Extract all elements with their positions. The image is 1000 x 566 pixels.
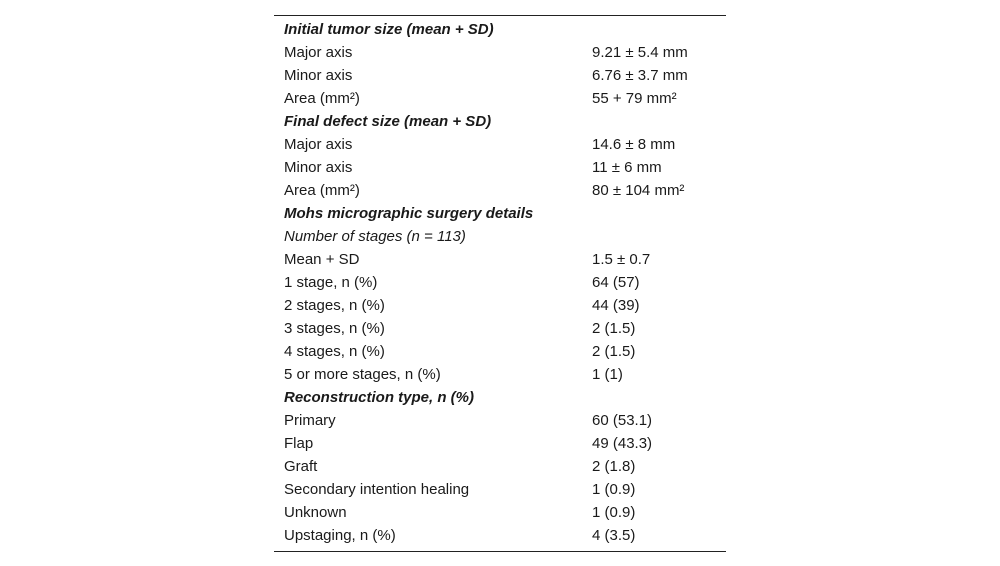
table-row	[274, 248, 726, 271]
row-value: 9.21 ± 5.4 mm	[592, 44, 688, 61]
row-value	[592, 386, 726, 409]
row-value: 80 ± 104 mm²	[592, 182, 685, 199]
row-label: Major axis	[284, 136, 353, 153]
table-body	[274, 18, 726, 547]
row-value: 1 (1)	[592, 366, 623, 383]
table-row	[274, 432, 726, 455]
row-label: 5 or more stages, n (%)	[284, 366, 441, 383]
row-value: 4 (3.5)	[592, 527, 636, 544]
table-row	[274, 179, 726, 202]
data-table	[274, 15, 726, 552]
table-row	[274, 294, 726, 317]
stats-table	[274, 18, 726, 547]
row-value: 1.5 ± 0.7	[592, 251, 651, 268]
row-label: Reconstruction type, n (%)	[284, 389, 475, 406]
table-row	[274, 455, 726, 478]
row-label: Area (mm²)	[284, 182, 360, 199]
row-value	[592, 225, 726, 248]
row-value	[592, 202, 726, 225]
table-row	[274, 64, 726, 87]
row-value: 6.76 ± 3.7 mm	[592, 67, 688, 84]
row-label: Area (mm²)	[284, 90, 360, 107]
row-label: Upstaging, n (%)	[284, 527, 396, 544]
row-value: 60 (53.1)	[592, 412, 653, 429]
row-value: 55 + 79 mm²	[592, 90, 677, 107]
row-value: 49 (43.3)	[592, 435, 653, 452]
section-header-row	[274, 202, 726, 225]
row-label: 4 stages, n (%)	[284, 343, 385, 360]
row-label: 2 stages, n (%)	[284, 297, 385, 314]
row-label: Secondary intention healing	[284, 481, 470, 498]
row-value: 44 (39)	[592, 297, 640, 314]
row-label: 3 stages, n (%)	[284, 320, 385, 337]
row-label: Number of stages (n = 113)	[284, 228, 466, 245]
row-label: Minor axis	[284, 67, 353, 84]
row-value	[592, 110, 726, 133]
row-label: Mean + SD	[284, 251, 360, 268]
row-label: 1 stage, n (%)	[284, 274, 378, 291]
table-row	[274, 409, 726, 432]
row-label: Final defect size (mean + SD)	[284, 113, 492, 130]
row-value: 2 (1.5)	[592, 343, 636, 360]
section-header-row	[274, 386, 726, 409]
row-value: 2 (1.8)	[592, 458, 636, 475]
row-value: 1 (0.9)	[592, 504, 636, 521]
section-header-row	[274, 18, 726, 41]
row-value	[592, 18, 726, 41]
row-label: Flap	[284, 435, 314, 452]
row-value: 11 ± 6 mm	[592, 159, 662, 176]
table-row	[274, 478, 726, 501]
table-row	[274, 340, 726, 363]
table-row	[274, 87, 726, 110]
row-label: Primary	[284, 412, 336, 429]
row-value: 2 (1.5)	[592, 320, 636, 337]
row-label: Graft	[284, 458, 318, 475]
table-row	[274, 133, 726, 156]
table-row	[274, 363, 726, 386]
table-row	[274, 501, 726, 524]
row-label: Unknown	[284, 504, 347, 521]
row-value: 64 (57)	[592, 274, 640, 291]
row-label: Initial tumor size (mean + SD)	[284, 21, 494, 38]
table-row	[274, 317, 726, 340]
table-row	[274, 156, 726, 179]
table-row	[274, 41, 726, 64]
section-header-row	[274, 110, 726, 133]
table-row	[274, 271, 726, 294]
row-value: 14.6 ± 8 mm	[592, 136, 676, 153]
row-label: Mohs micrographic surgery details	[284, 205, 534, 222]
row-label: Minor axis	[284, 159, 353, 176]
row-value: 1 (0.9)	[592, 481, 636, 498]
table-row	[274, 524, 726, 547]
subsection-header-row	[274, 225, 726, 248]
row-label: Major axis	[284, 44, 353, 61]
